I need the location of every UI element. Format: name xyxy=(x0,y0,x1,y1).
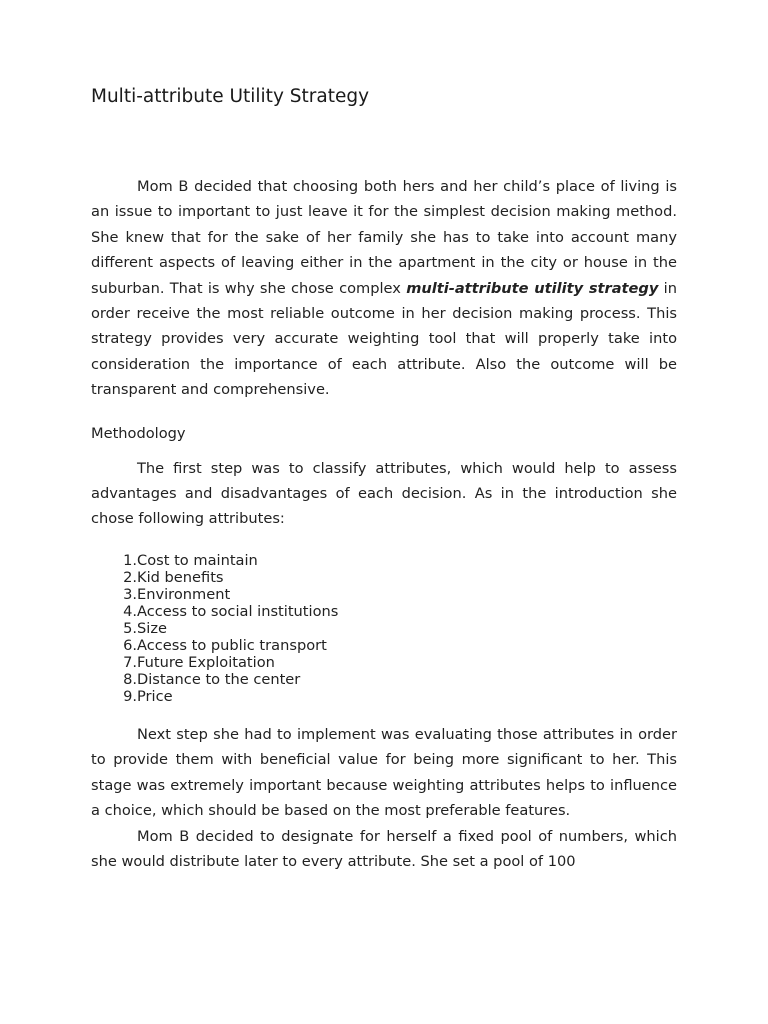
pool-paragraph: Mom B decided to designate for herself a fixed pool of numbers, which she would distribute later to every attribute. She set a pool of 100 xyxy=(91,827,677,870)
attribute-list xyxy=(91,552,677,705)
list-item-number: 5. xyxy=(123,619,137,637)
list-item xyxy=(91,671,677,688)
list-item-number: 1. xyxy=(123,551,137,569)
intro-paragraph xyxy=(91,174,677,403)
list-item-label: Distance to the center xyxy=(137,670,301,688)
list-item xyxy=(91,637,677,654)
list-item xyxy=(91,586,677,603)
list-item-label: Size xyxy=(137,619,167,637)
document-title: Multi-attribute Utility Strategy xyxy=(91,86,370,107)
intro-text-before: Mom B decided that choosing both hers and her child’s place of living is an issue to important to just leave it for the simplest decision making method. She knew that for the sake of her family she has to take into account many different aspects of leaving either in the apartment in the city or house in the suburban. That is why she chose complex xyxy=(91,178,677,297)
list-item-number: 3. xyxy=(123,585,137,603)
list-item xyxy=(91,552,677,569)
list-item-number: 4. xyxy=(123,602,137,620)
list-item-number: 6. xyxy=(123,636,137,654)
list-item-number: 2. xyxy=(123,568,137,586)
list-item xyxy=(91,654,677,671)
list-item-label: Price xyxy=(137,687,173,705)
list-item-label: Access to public transport xyxy=(137,636,327,654)
list-item-number: 9. xyxy=(123,687,137,705)
list-item-label: Kid benefits xyxy=(137,568,224,586)
intro-text-after: in order receive the most reliable outcome in her decision making process. This strategy provides very accurate weighting tool that will properly take into consideration the importance of each attribute. Also the outcome will be transparent and comprehensive. xyxy=(91,279,677,399)
next-step-paragraph: Next step she had to implement was evaluating those attributes in order to provide them with beneficial value for being more significant to her. This stage was extremely important because weighting attributes helps to influence a choice, which should be based on the most preferable features. xyxy=(91,725,677,820)
first-step-paragraph: The first step was to classify attributes, which would help to assess advantages and disadvantages of each decision. As in the introduction she chose following attributes: xyxy=(91,459,677,528)
list-item-label: Future Exploitation xyxy=(137,653,275,671)
list-item-label: Environment xyxy=(137,585,231,603)
document-page xyxy=(91,84,677,874)
list-item-label: Access to social institutions xyxy=(137,602,339,620)
methodology-heading: Methodology xyxy=(91,424,186,442)
list-item xyxy=(91,620,677,637)
strategy-emphasis: multi-attribute utility strategy xyxy=(406,279,659,297)
list-item-label: Cost to maintain xyxy=(137,551,258,569)
list-item xyxy=(91,603,677,620)
list-item xyxy=(91,688,677,705)
list-item-number: 8. xyxy=(123,670,137,688)
list-item xyxy=(91,569,677,586)
list-item-number: 7. xyxy=(123,653,137,671)
